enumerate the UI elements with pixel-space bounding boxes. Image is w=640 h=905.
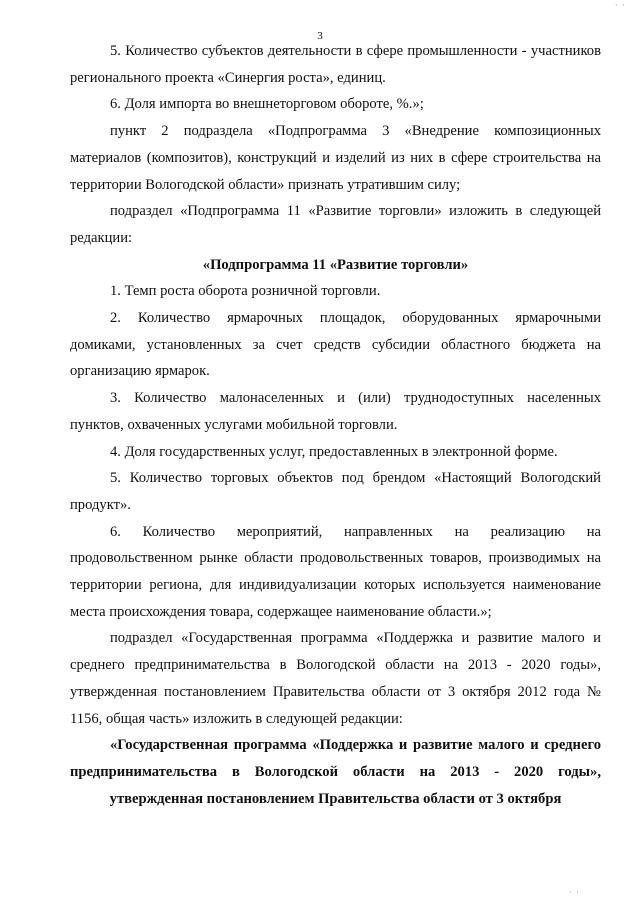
heading-subprogram-11: «Подпрограмма 11 «Развитие торговли» (202, 256, 469, 273)
paragraph-point-2-repeal: пункт 2 подраздела «Подпрограмма 3 «Внедрение композиционных материалов (композитов), конструкций и изделий из них в сфере строительства на территории Вологодской области» признать утратившим силу; (70, 123, 601, 193)
list-item-4: 4. Доля государственных услуг, предоставленных в электронной форме. (110, 443, 558, 460)
paragraph-item-5-industry: 5. Количество субъектов деятельности в сфере промышленности - участников регионального проекта «Синергия роста», единиц. (70, 43, 601, 86)
paragraph-item-6-import: 6. Доля импорта во внешнеторговом обороте, %.»; (110, 96, 424, 113)
list-item-6: 6. Количество мероприятий, направленных на реализацию на продовольственном рынке области продовольственных товаров, производимых на территории региона, для индивидуализации которых используется наименование места происхождения товара, содержащее наименование области.»; (70, 523, 601, 620)
scan-artifact-top: · · (614, 0, 626, 10)
page-number: 3 (317, 30, 323, 42)
paragraph-subsection-11-intro: подраздел «Подпрограмма 11 «Развитие торговли» изложить в следующей редакции: (70, 203, 601, 246)
scan-artifact-bottom: · · (568, 887, 580, 897)
heading-state-program: «Государственная программа «Поддержка и развитие малого и среднего предпринимательства в Вологодской области на 2013 - 2020 годы», утвержденная постановлением Правительства области от 3 октября (70, 737, 601, 807)
document-body (70, 38, 601, 812)
paragraph-state-program-intro: подраздел «Государственная программа «Поддержка и развитие малого и среднего предпринимательства в Вологодской области на 2013 - 2020 годы», утвержденная постановлением Правительства области от 3 октября 2012 года № 1156, общая часть» изложить в следующей редакции: (70, 630, 601, 727)
list-item-2: 2. Количество ярмарочных площадок, оборудованных ярмарочными домиками, установленных за счет средств субсидии областного бюджета на организацию ярмарок. (70, 310, 601, 380)
list-item-5: 5. Количество торговых объектов под брендом «Настоящий Вологодский продукт». (70, 470, 601, 513)
list-item-1: 1. Темп роста оборота розничной торговли. (110, 283, 381, 300)
list-item-3: 3. Количество малонаселенных и (или) труднодоступных населенных пунктов, охваченных услугами мобильной торговли. (70, 390, 601, 433)
